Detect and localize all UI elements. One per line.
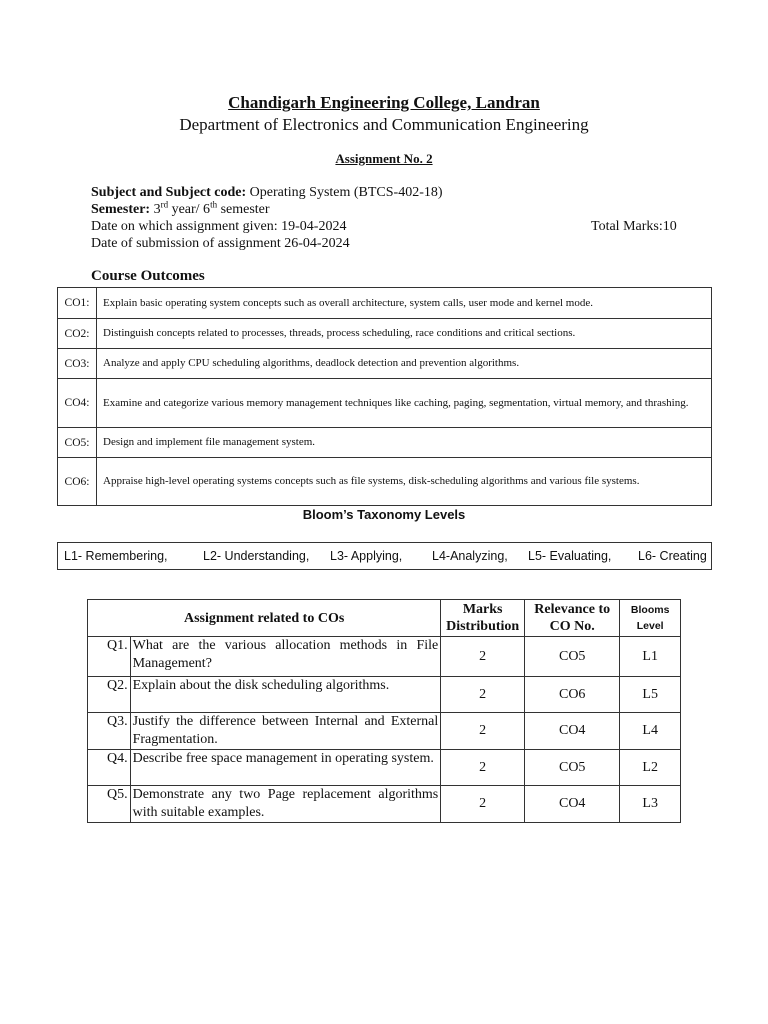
marks-value: 2 — [441, 786, 525, 823]
table-row — [88, 750, 681, 786]
marks-value: 2 — [441, 713, 525, 750]
marks-value: 2 — [441, 750, 525, 786]
question-number: Q3. — [88, 713, 131, 750]
department-name: Department of Electronics and Communication Engineering — [179, 115, 589, 134]
bloom-level-l1: L1- Remembering, — [64, 549, 168, 563]
bloom-level-l3: L3- Applying, — [330, 549, 403, 563]
question-number: Q1. — [88, 637, 131, 677]
table-row — [88, 637, 681, 677]
table-row — [88, 677, 681, 713]
co-description: Analyze and apply CPU scheduling algorithms, deadlock detection and prevention algorithms. — [97, 349, 712, 379]
question-text: Describe free space management in operating system. — [130, 750, 441, 786]
co-row — [58, 458, 712, 506]
co-description: Distinguish concepts related to processes, threads, process scheduling, race conditions and critical sections. — [97, 319, 712, 349]
header-relevance: Relevance to CO No. — [525, 600, 620, 637]
co-row — [58, 288, 712, 319]
subject-label: Subject and Subject code: — [91, 185, 247, 200]
co-value: CO4 — [525, 713, 620, 750]
blooms-title: Bloom’s Taxonomy Levels — [302, 507, 466, 522]
course-outcomes-heading: Course Outcomes — [91, 268, 205, 284]
semester-sem-sup: th — [210, 199, 218, 210]
date-submission: Date of submission of assignment 26-04-2024 — [91, 236, 350, 251]
semester-end: semester — [217, 202, 270, 217]
marks-value: 2 — [441, 637, 525, 677]
semester-year-num: 3 — [150, 202, 161, 217]
assignment-number: Assignment No. 2 — [335, 151, 433, 166]
co-row — [58, 319, 712, 349]
co-row — [58, 349, 712, 379]
assignment-header-row — [88, 600, 681, 637]
co-row — [58, 428, 712, 458]
bloom-level-l5: L5- Evaluating, — [528, 549, 612, 563]
co-description: Examine and categorize various memory management techniques like caching, paging, segmentation, virtual memory, and thrashing. — [97, 379, 712, 428]
co-value: CO5 — [525, 637, 620, 677]
blooms-level-value: L1 — [620, 637, 681, 677]
marks-value: 2 — [441, 677, 525, 713]
co-id: CO6: — [58, 458, 97, 506]
blooms-level-value: L3 — [620, 786, 681, 823]
course-outcomes-table — [57, 287, 712, 506]
header-marks: Marks Distribution — [441, 600, 525, 637]
co-description: Explain basic operating system concepts such as overall architecture, system calls, user mode and kernel mode. — [97, 288, 712, 319]
table-row — [88, 786, 681, 823]
co-id: CO2: — [58, 319, 97, 349]
bloom-level-l6: L6- Creating — [638, 549, 707, 563]
question-text: Demonstrate any two Page replacement algorithms with suitable examples. — [130, 786, 441, 823]
co-value: CO4 — [525, 786, 620, 823]
bloom-level-l2: L2- Understanding, — [203, 549, 310, 563]
co-id: CO5: — [58, 428, 97, 458]
question-text: What are the various allocation methods in File Management? — [130, 637, 441, 677]
co-row — [58, 379, 712, 428]
question-number: Q5. — [88, 786, 131, 823]
question-number: Q4. — [88, 750, 131, 786]
semester-line — [91, 201, 270, 218]
co-value: CO6 — [525, 677, 620, 713]
co-id: CO1: — [58, 288, 97, 319]
subject-value: Operating System (BTCS-402-18) — [246, 185, 443, 200]
blooms-levels-box — [57, 542, 712, 570]
blooms-level-value: L5 — [620, 677, 681, 713]
date-given: Date on which assignment given: 19-04-2024 — [91, 219, 347, 234]
table-row — [88, 713, 681, 750]
co-value: CO5 — [525, 750, 620, 786]
total-marks: Total Marks:10 — [591, 219, 677, 234]
co-id: CO3: — [58, 349, 97, 379]
bloom-level-l4: L4-Analyzing, — [432, 549, 508, 563]
question-number: Q2. — [88, 677, 131, 713]
semester-year-sup: rd — [160, 199, 169, 210]
college-name: Chandigarh Engineering College, Landran — [228, 93, 540, 112]
co-description: Appraise high-level operating systems concepts such as file systems, disk-scheduling algorithms and various file systems. — [97, 458, 712, 506]
header-blooms: Blooms Level — [620, 600, 681, 637]
question-text: Explain about the disk scheduling algorithms. — [130, 677, 441, 713]
blooms-level-value: L2 — [620, 750, 681, 786]
semester-label: Semester: — [91, 202, 151, 217]
blooms-level-value: L4 — [620, 713, 681, 750]
question-text: Justify the difference between Internal and External Fragmentation. — [130, 713, 441, 750]
assignment-table — [87, 599, 681, 823]
header-question: Assignment related to COs — [88, 600, 441, 637]
co-description: Design and implement file management system. — [97, 428, 712, 458]
co-id: CO4: — [58, 379, 97, 428]
semester-mid: year/ 6 — [168, 202, 211, 217]
subject-line — [91, 184, 443, 201]
